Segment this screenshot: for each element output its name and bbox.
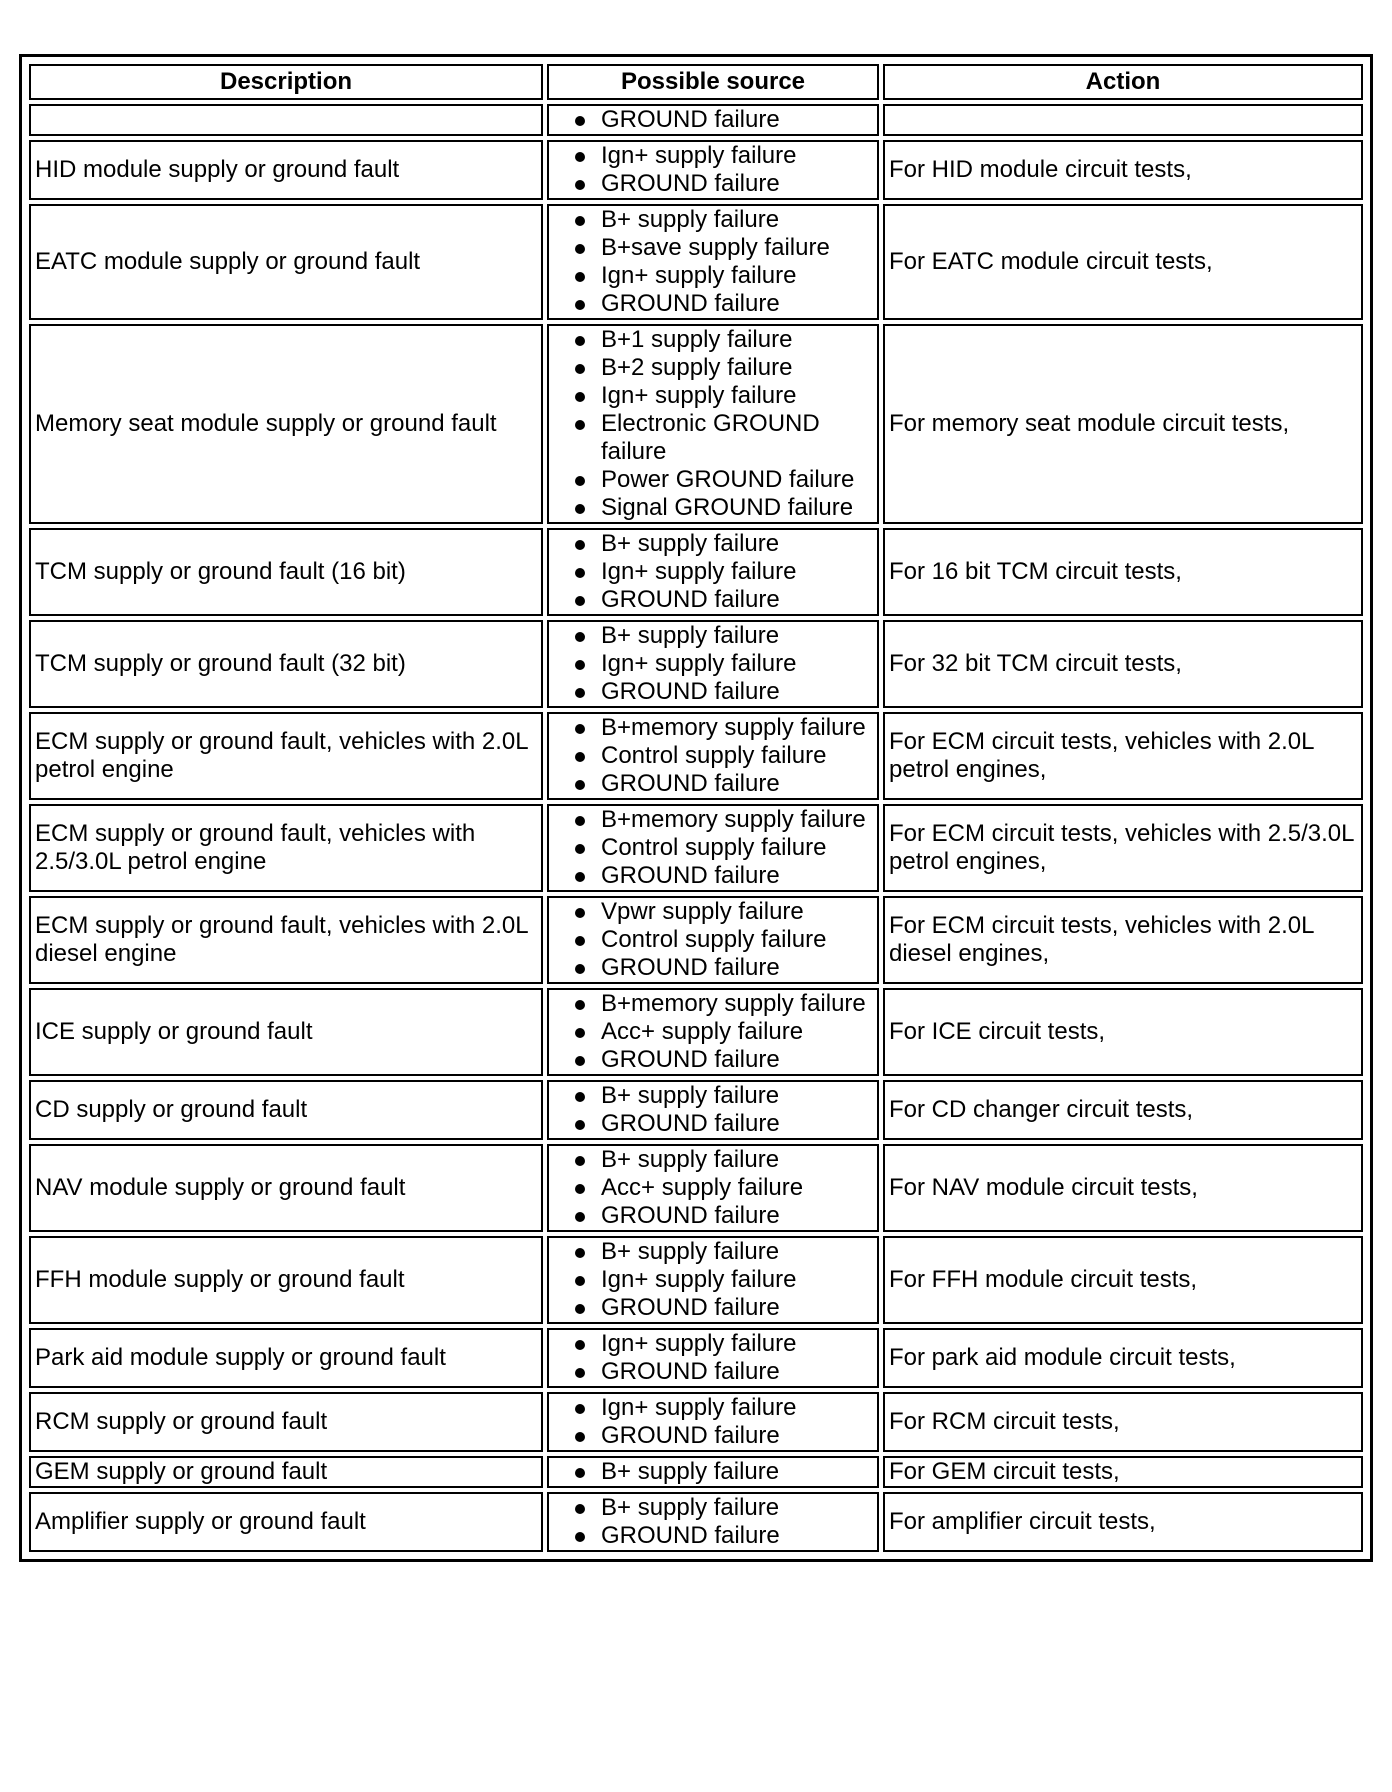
action-cell: For 32 bit TCM circuit tests, xyxy=(883,620,1363,708)
possible-source-cell xyxy=(547,1456,879,1488)
action-cell: For memory seat module circuit tests, xyxy=(883,324,1363,524)
source-list-item: B+ supply failure xyxy=(569,206,875,234)
source-list-item: B+2 supply failure xyxy=(569,354,875,382)
source-list-item: Ign+ supply failure xyxy=(569,1394,875,1422)
table-row xyxy=(29,620,1363,708)
description-cell: EATC module supply or ground fault xyxy=(29,204,543,320)
possible-source-cell xyxy=(547,712,879,800)
possible-source-cell xyxy=(547,1236,879,1324)
source-list-item: Acc+ supply failure xyxy=(569,1018,875,1046)
possible-source-cell xyxy=(547,1144,879,1232)
description-cell: NAV module supply or ground fault xyxy=(29,1144,543,1232)
possible-source-cell xyxy=(547,140,879,200)
source-list-item: GROUND failure xyxy=(569,290,875,318)
source-list-item: Control supply failure xyxy=(569,742,875,770)
action-cell: For ECM circuit tests, vehicles with 2.5/3.0L petrol engines, xyxy=(883,804,1363,892)
possible-source-cell xyxy=(547,204,879,320)
possible-source-cell xyxy=(547,1080,879,1140)
table-row xyxy=(29,1080,1363,1140)
table-row xyxy=(29,804,1363,892)
source-list-item: GROUND failure xyxy=(569,954,875,982)
description-cell: FFH module supply or ground fault xyxy=(29,1236,543,1324)
source-list xyxy=(569,806,875,890)
action-cell: For ECM circuit tests, vehicles with 2.0L diesel engines, xyxy=(883,896,1363,984)
source-list-item: B+ supply failure xyxy=(569,622,875,650)
possible-source-cell xyxy=(547,1392,879,1452)
source-list xyxy=(569,1238,875,1322)
header-action: Action xyxy=(883,64,1363,100)
description-cell: Park aid module supply or ground fault xyxy=(29,1328,543,1388)
source-list-item: Vpwr supply failure xyxy=(569,898,875,926)
table-row xyxy=(29,988,1363,1076)
source-list-item: GROUND failure xyxy=(569,1358,875,1386)
table-row xyxy=(29,104,1363,136)
source-list-item: GROUND failure xyxy=(569,1110,875,1138)
description-cell: CD supply or ground fault xyxy=(29,1080,543,1140)
action-cell: For ICE circuit tests, xyxy=(883,988,1363,1076)
source-list-item: GROUND failure xyxy=(569,1046,875,1074)
header-row xyxy=(29,64,1363,100)
table-row xyxy=(29,1456,1363,1488)
source-list xyxy=(569,206,875,318)
description-cell: TCM supply or ground fault (32 bit) xyxy=(29,620,543,708)
description-cell: ICE supply or ground fault xyxy=(29,988,543,1076)
header-description: Description xyxy=(29,64,543,100)
description-cell: RCM supply or ground fault xyxy=(29,1392,543,1452)
possible-source-cell xyxy=(547,104,879,136)
source-list-item: GROUND failure xyxy=(569,862,875,890)
source-list-item: B+memory supply failure xyxy=(569,990,875,1018)
source-list xyxy=(569,1394,875,1450)
table-body xyxy=(29,104,1363,1552)
table-row xyxy=(29,1236,1363,1324)
source-list-item: B+ supply failure xyxy=(569,1082,875,1110)
source-list-item: B+1 supply failure xyxy=(569,326,875,354)
action-cell: For ECM circuit tests, vehicles with 2.0L petrol engines, xyxy=(883,712,1363,800)
source-list-item: Control supply failure xyxy=(569,926,875,954)
description-cell: ECM supply or ground fault, vehicles with 2.5/3.0L petrol engine xyxy=(29,804,543,892)
action-cell: For NAV module circuit tests, xyxy=(883,1144,1363,1232)
source-list xyxy=(569,1082,875,1138)
source-list-item: Ign+ supply failure xyxy=(569,558,875,586)
diagnostic-table-frame xyxy=(19,54,1373,1562)
source-list-item: GROUND failure xyxy=(569,170,875,198)
action-cell: For CD changer circuit tests, xyxy=(883,1080,1363,1140)
source-list-item: GROUND failure xyxy=(569,106,875,134)
source-list-item: B+ supply failure xyxy=(569,1494,875,1522)
source-list-item: Ign+ supply failure xyxy=(569,382,875,410)
source-list-item: B+save supply failure xyxy=(569,234,875,262)
source-list-item: B+ supply failure xyxy=(569,1238,875,1266)
possible-source-cell xyxy=(547,324,879,524)
source-list-item: Ign+ supply failure xyxy=(569,1266,875,1294)
source-list-item: GROUND failure xyxy=(569,678,875,706)
description-cell: HID module supply or ground fault xyxy=(29,140,543,200)
description-cell: Amplifier supply or ground fault xyxy=(29,1492,543,1552)
source-list-item: Ign+ supply failure xyxy=(569,650,875,678)
table-row xyxy=(29,204,1363,320)
possible-source-cell xyxy=(547,1492,879,1552)
source-list xyxy=(569,990,875,1074)
table-row xyxy=(29,1492,1363,1552)
possible-source-cell xyxy=(547,1328,879,1388)
source-list-item: GROUND failure xyxy=(569,1294,875,1322)
source-list-item: Acc+ supply failure xyxy=(569,1174,875,1202)
source-list-item: Ign+ supply failure xyxy=(569,142,875,170)
source-list-item: B+ supply failure xyxy=(569,530,875,558)
table-row xyxy=(29,1144,1363,1232)
action-cell: For amplifier circuit tests, xyxy=(883,1492,1363,1552)
source-list xyxy=(569,142,875,198)
source-list-item: B+memory supply failure xyxy=(569,714,875,742)
table-row xyxy=(29,896,1363,984)
description-cell: Memory seat module supply or ground fault xyxy=(29,324,543,524)
table-row xyxy=(29,324,1363,524)
description-cell: TCM supply or ground fault (16 bit) xyxy=(29,528,543,616)
possible-source-cell xyxy=(547,620,879,708)
action-cell: For GEM circuit tests, xyxy=(883,1456,1363,1488)
source-list-item: Signal GROUND failure xyxy=(569,494,875,522)
source-list xyxy=(569,1458,875,1486)
header-possible-source: Possible source xyxy=(547,64,879,100)
source-list xyxy=(569,898,875,982)
source-list-item: Power GROUND failure xyxy=(569,466,875,494)
table-row xyxy=(29,528,1363,616)
source-list xyxy=(569,1330,875,1386)
source-list-item: GROUND failure xyxy=(569,770,875,798)
source-list xyxy=(569,714,875,798)
action-cell: For FFH module circuit tests, xyxy=(883,1236,1363,1324)
source-list-item: Electronic GROUND failure xyxy=(569,410,875,466)
source-list-item: Ign+ supply failure xyxy=(569,262,875,290)
source-list-item: B+ supply failure xyxy=(569,1458,875,1486)
source-list xyxy=(569,622,875,706)
possible-source-cell xyxy=(547,804,879,892)
table-row xyxy=(29,1328,1363,1388)
table-row xyxy=(29,712,1363,800)
table-row xyxy=(29,1392,1363,1452)
source-list-item: GROUND failure xyxy=(569,1422,875,1450)
source-list xyxy=(569,326,875,522)
possible-source-cell xyxy=(547,528,879,616)
source-list-item: B+ supply failure xyxy=(569,1146,875,1174)
source-list-item: GROUND failure xyxy=(569,586,875,614)
possible-source-cell xyxy=(547,988,879,1076)
possible-source-cell xyxy=(547,896,879,984)
source-list xyxy=(569,106,875,134)
diagnostic-table xyxy=(25,60,1367,1556)
source-list xyxy=(569,530,875,614)
action-cell: For park aid module circuit tests, xyxy=(883,1328,1363,1388)
source-list-item: B+memory supply failure xyxy=(569,806,875,834)
action-cell: For 16 bit TCM circuit tests, xyxy=(883,528,1363,616)
source-list xyxy=(569,1494,875,1550)
source-list-item: GROUND failure xyxy=(569,1202,875,1230)
source-list-item: Control supply failure xyxy=(569,834,875,862)
description-cell: ECM supply or ground fault, vehicles with 2.0L petrol engine xyxy=(29,712,543,800)
description-cell: GEM supply or ground fault xyxy=(29,1456,543,1488)
action-cell xyxy=(883,104,1363,136)
action-cell: For RCM circuit tests, xyxy=(883,1392,1363,1452)
action-cell: For HID module circuit tests, xyxy=(883,140,1363,200)
source-list xyxy=(569,1146,875,1230)
source-list-item: Ign+ supply failure xyxy=(569,1330,875,1358)
table-row xyxy=(29,140,1363,200)
source-list-item: GROUND failure xyxy=(569,1522,875,1550)
description-cell xyxy=(29,104,543,136)
action-cell: For EATC module circuit tests, xyxy=(883,204,1363,320)
description-cell: ECM supply or ground fault, vehicles with 2.0L diesel engine xyxy=(29,896,543,984)
